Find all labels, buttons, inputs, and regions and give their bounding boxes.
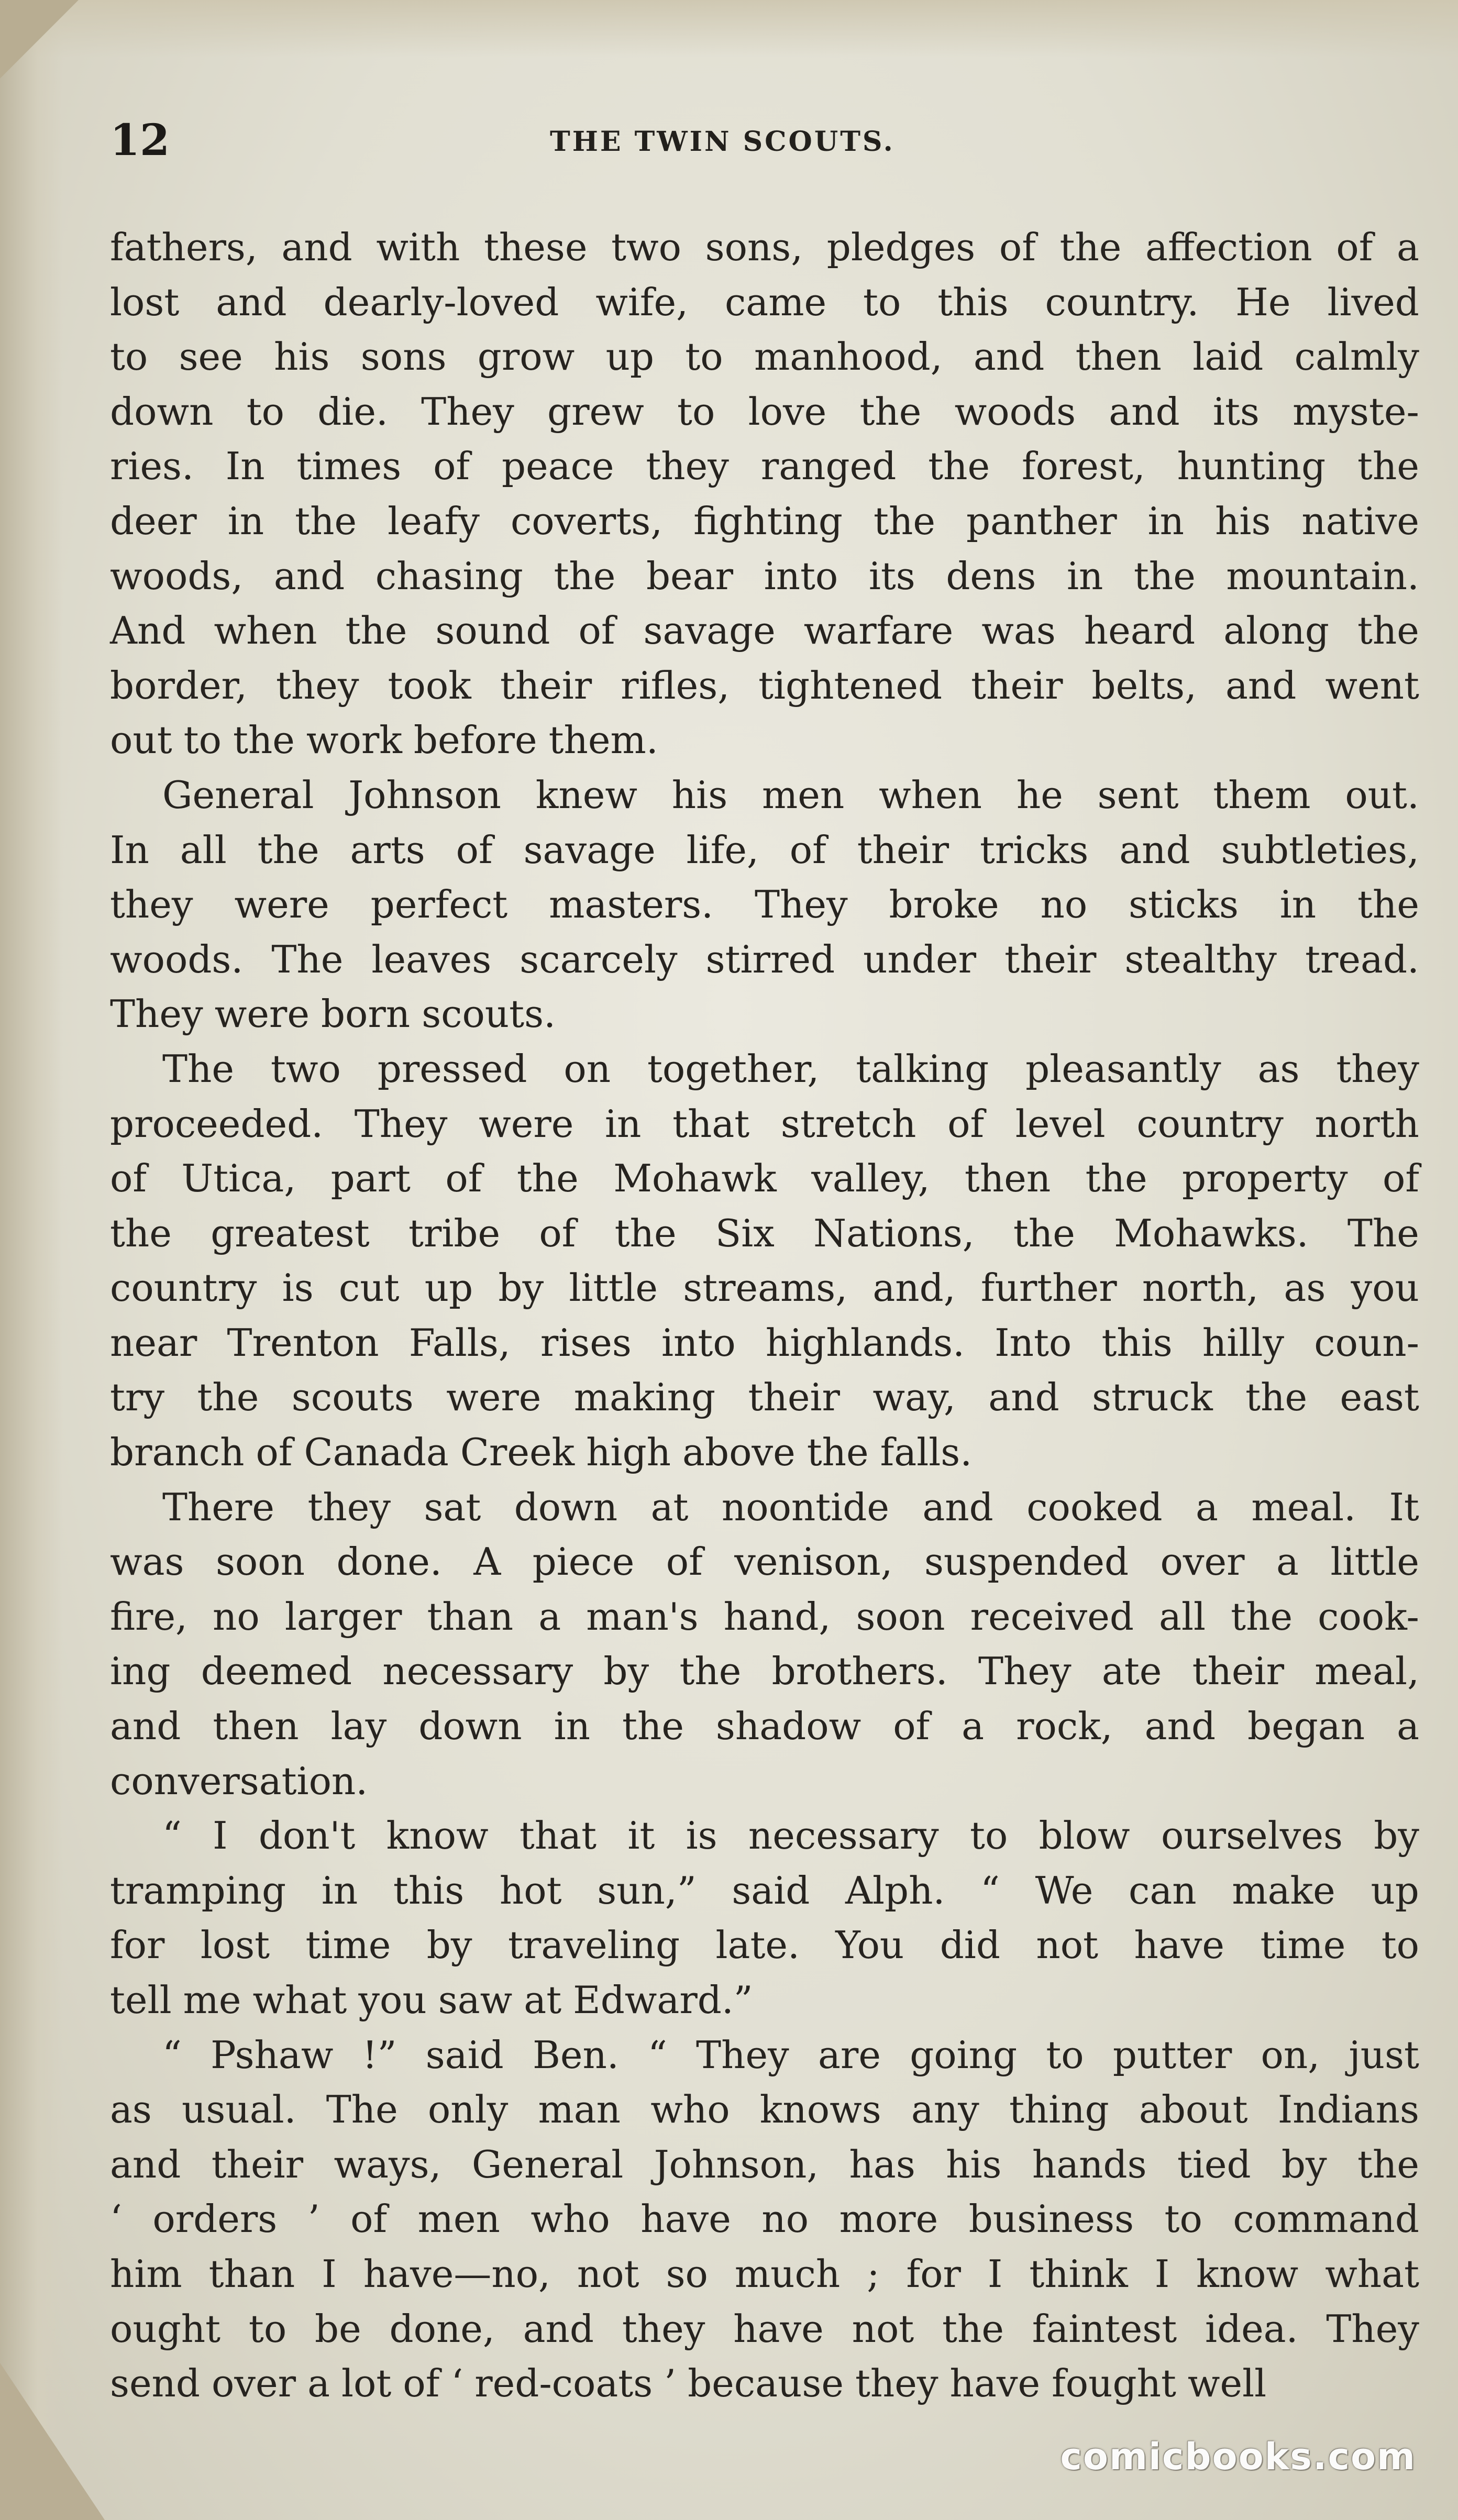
running-head: THE TWIN SCOUTS. bbox=[550, 126, 895, 158]
page-header bbox=[110, 115, 1419, 178]
folded-corner-bottom bbox=[0, 2363, 105, 2520]
text-line: deer in the leafy coverts, fighting the panther in his native bbox=[110, 499, 1419, 543]
folded-corner-top bbox=[0, 0, 79, 79]
text-line: border, they took their rifles, tightened their belts, and went bbox=[110, 663, 1419, 708]
text-line: out to the work before them. bbox=[110, 718, 658, 762]
text-line: country is cut up by little streams, and, further north, as you bbox=[110, 1266, 1419, 1310]
text-line: of Utica, part of the Mohawk valley, then the property of bbox=[110, 1156, 1419, 1201]
text-line: “ I don't know that it is necessary to blow ourselves by bbox=[162, 1814, 1419, 1858]
text-line: ries. In times of peace they ranged the forest, hunting the bbox=[110, 444, 1419, 489]
text-line: They were born scouts. bbox=[110, 992, 556, 1036]
text-line: down to die. They grew to love the woods and its myste- bbox=[110, 389, 1419, 434]
text-line: There they sat down at noontide and cooked a meal. It bbox=[162, 1485, 1419, 1529]
text-line: ing deemed necessary by the brothers. They ate their meal, bbox=[110, 1649, 1419, 1694]
text-line: The two pressed on together, talking pleasantly as they bbox=[162, 1046, 1419, 1091]
text-line: him than I have—no, not so much ; for I think I know what bbox=[110, 2251, 1419, 2296]
body-text bbox=[110, 220, 1419, 2411]
text-line: woods, and chasing the bear into its dens in the mountain. bbox=[110, 554, 1419, 598]
text-line: lost and dearly-loved wife, came to this country. He lived bbox=[110, 280, 1419, 324]
text-line: they were perfect masters. They broke no sticks in the bbox=[110, 882, 1419, 927]
text-line: fathers, and with these two sons, pledges of the affection of a bbox=[110, 225, 1419, 269]
text-line: the greatest tribe of the Six Nations, the Mohawks. The bbox=[110, 1211, 1419, 1255]
page-edge-shadow bbox=[0, 0, 63, 2520]
text-line: send over a lot of ‘ red-coats ’ because they have fought well bbox=[110, 2361, 1267, 2406]
text-line: try the scouts were making their way, and struck the east bbox=[110, 1375, 1419, 1420]
text-line: ought to be done, and they have not the faintest idea. They bbox=[110, 2306, 1419, 2351]
text-line: And when the sound of savage warfare was heard along the bbox=[110, 609, 1419, 653]
text-line: ‘ orders ’ of men who have no more business to command bbox=[110, 2197, 1419, 2241]
text-line: was soon done. A piece of venison, suspended over a little bbox=[110, 1540, 1419, 1584]
text-line: for lost time by traveling late. You did not have time to bbox=[110, 1923, 1419, 1968]
text-line: conversation. bbox=[110, 1759, 368, 1803]
page-number: 12 bbox=[110, 115, 170, 165]
text-line: near Trenton Falls, rises into highlands. Into this hilly coun- bbox=[110, 1320, 1419, 1365]
text-line: as usual. The only man who knows any thing about Indians bbox=[110, 2087, 1419, 2132]
page-top-shadow bbox=[0, 0, 1458, 58]
text-line: “ Pshaw !” said Ben. “ They are going to putter on, just bbox=[162, 2032, 1419, 2077]
text-line: proceeded. They were in that stretch of level country north bbox=[110, 1101, 1419, 1146]
text-line: and their ways, General Johnson, has his hands tied by the bbox=[110, 2142, 1419, 2186]
text-line: fire, no larger than a man's hand, soon received all the cook- bbox=[110, 1594, 1419, 1639]
text-line: General Johnson knew his men when he sent them out. bbox=[162, 772, 1419, 817]
text-line: woods. The leaves scarcely stirred under their stealthy tread. bbox=[110, 937, 1419, 981]
text-line: and then lay down in the shadow of a rock, and began a bbox=[110, 1704, 1419, 1749]
text-line: tell me what you saw at Edward.” bbox=[110, 1978, 753, 2022]
text-line: to see his sons grow up to manhood, and then laid calmly bbox=[110, 335, 1419, 379]
text-line: In all the arts of savage life, of their tricks and subtleties, bbox=[110, 827, 1419, 872]
watermark-logo: comicbooks.com bbox=[1060, 2435, 1416, 2478]
text-line: branch of Canada Creek high above the falls. bbox=[110, 1430, 973, 1475]
text-line: tramping in this hot sun,” said Alph. “ We can make up bbox=[110, 1868, 1419, 1913]
